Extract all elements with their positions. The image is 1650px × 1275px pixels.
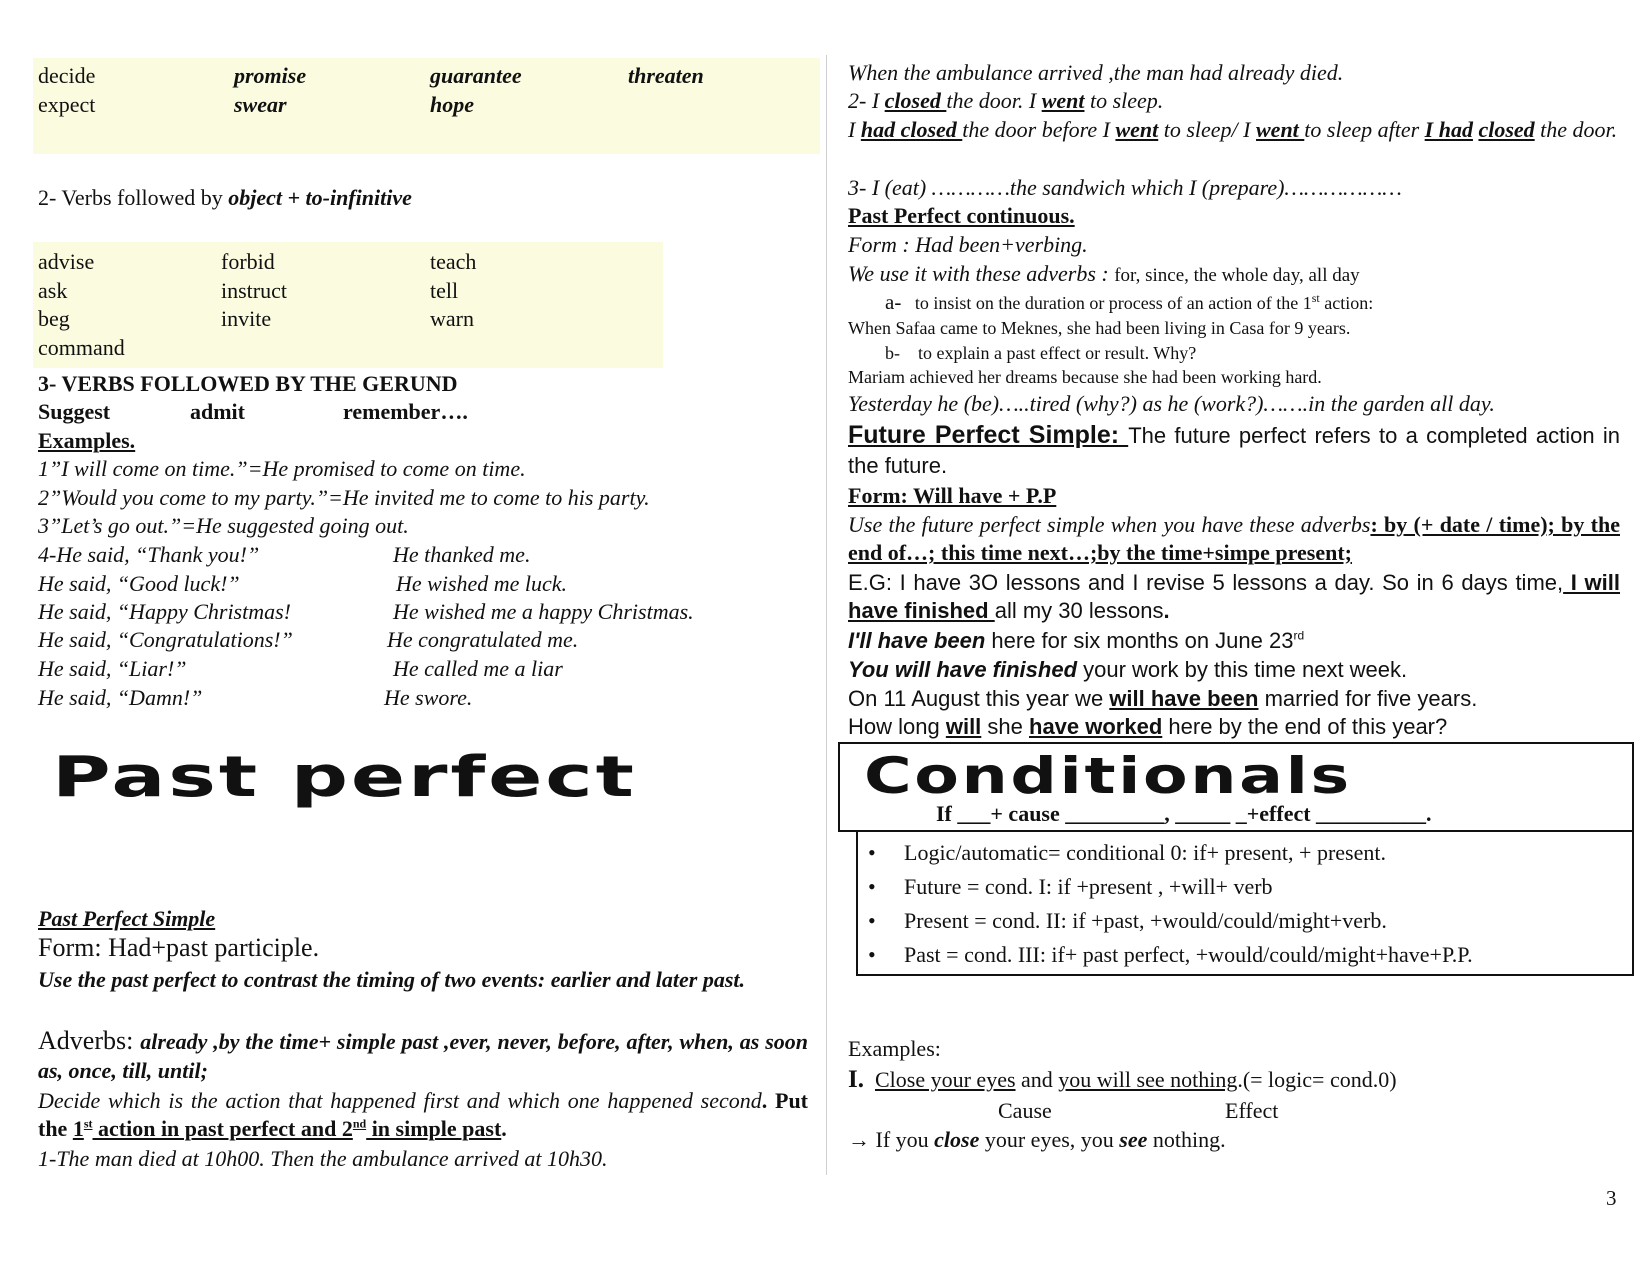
conditional-1: • Future = cond. I: if +present , +will+ verb bbox=[904, 873, 1273, 901]
verb-threaten: threaten bbox=[628, 63, 704, 88]
past-perfect-form: Form: Had+past participle. bbox=[38, 933, 320, 962]
ppc-example-a: When Safaa came to Meknes, she had been living in Casa for 9 years. bbox=[848, 318, 1351, 338]
past-perfect-adverbs: Adverbs: already ,by the time+ simple past ,ever, never, before, after, when, as soon as, once, till, until; bbox=[38, 1026, 808, 1083]
fps-eg: E.G: I have 3O lessons and I revise 5 lessons a day. So in 6 days time, I will have finished all my 30 lessons. bbox=[848, 570, 1620, 623]
said-right-3: He wished me a happy Christmas. bbox=[393, 599, 694, 624]
column-divider bbox=[826, 55, 827, 1175]
past-perfect-title: Past perfect bbox=[52, 745, 637, 810]
conditionals-formula: If ___+ cause _________, _____ _+effect __________. bbox=[936, 801, 1432, 826]
verb-teach: teach bbox=[430, 249, 477, 274]
verb-guarantee: guarantee bbox=[430, 63, 522, 88]
verb-beg: beg bbox=[38, 306, 70, 331]
verb-tell: tell bbox=[430, 278, 459, 303]
said-left-4: He said, “Congratulations!” bbox=[38, 627, 293, 652]
said-left-1: 4-He said, “Thank you!” bbox=[38, 542, 260, 567]
past-perfect-use: Use the past perfect to contrast the timing of two events: earlier and later past. bbox=[38, 967, 746, 992]
examples-title: Examples. bbox=[38, 428, 136, 453]
verb-instruct: instruct bbox=[221, 278, 287, 303]
ppc-yesterday: Yesterday he (be)…..tired (why?) as he (work?)…….in the garden all day. bbox=[848, 391, 1495, 416]
said-left-2: He said, “Good luck!” bbox=[38, 571, 240, 596]
verb-warn: warn bbox=[430, 306, 474, 331]
conditional-2: • Present = cond. II: if +past, +would/could/might+verb. bbox=[904, 907, 1387, 935]
said-right-2: He wished me luck. bbox=[396, 571, 568, 596]
conditional-0: • Logic/automatic= conditional 0: if+ present, + present. bbox=[904, 839, 1386, 867]
fps-form: Form: Will have + P.P bbox=[848, 483, 1057, 508]
said-right-1: He thanked me. bbox=[393, 542, 531, 567]
said-left-5: He said, “Liar!” bbox=[38, 656, 187, 681]
ppc-example-b: Mariam achieved her dreams because she had been working hard. bbox=[848, 367, 1322, 387]
cause-label: Cause bbox=[998, 1098, 1052, 1123]
verb-hope: hope bbox=[430, 92, 474, 117]
verb-table-2 bbox=[33, 242, 663, 368]
fps-intro: Future Perfect Simple: The future perfect refers to a completed action in the future. bbox=[848, 421, 1621, 478]
gerund-suggest: Suggest bbox=[38, 399, 111, 424]
said-left-6: He said, “Damn!” bbox=[38, 685, 203, 710]
effect-label: Effect bbox=[1225, 1098, 1279, 1123]
fps-line-3: On 11 August this year we will have been married for five years. bbox=[848, 686, 1478, 711]
gerund-admit: admit bbox=[190, 399, 245, 424]
ppc-point-a: a- to insist on the duration or process of an action of the 1st action: bbox=[885, 290, 1374, 314]
past-perfect-instruction: Decide which is the action that happened first and which one happened second. Put the 1st action in past perfect and 2nd in simple past. bbox=[38, 1088, 808, 1141]
verb-expect: expect bbox=[38, 92, 96, 117]
ppc-use: We use it with these adverbs : for, since, the whole day, all day bbox=[848, 261, 1360, 286]
verb-swear: swear bbox=[234, 92, 287, 117]
said-right-6: He swore. bbox=[384, 685, 473, 710]
verb-advise: advise bbox=[38, 249, 95, 274]
example-2-had-closed: I had closed the door before I went to sleep/ I went to sleep after I had closed the door. bbox=[848, 117, 1618, 142]
ppc-form: Form : Had been+verbing. bbox=[848, 232, 1088, 257]
fps-line-1: I'll have been here for six months on June 23rd bbox=[848, 628, 1305, 653]
verb-ask: ask bbox=[38, 278, 68, 303]
gerund-remember: remember…. bbox=[343, 399, 468, 424]
fps-line-4: How long will she have worked here by the end of this year? bbox=[848, 714, 1448, 739]
conditional-3: • Past = cond. III: if+ past perfect, +would/could/might+have+P.P. bbox=[904, 941, 1473, 969]
example-2-closed: 2- I closed the door. I went to sleep. bbox=[848, 88, 1164, 113]
past-perfect-example-1: 1-The man died at 10h00. Then the ambulance arrived at 10h30. bbox=[38, 1146, 608, 1171]
ppc-title: Past Perfect continuous. bbox=[848, 203, 1075, 228]
verb-decide: decide bbox=[38, 63, 96, 88]
conditionals-examples-label: Examples: bbox=[848, 1036, 941, 1061]
page-number: 3 bbox=[1606, 1186, 1617, 1210]
verb-promise: promise bbox=[234, 63, 307, 88]
ambulance-sentence: When the ambulance arrived ,the man had already died. bbox=[848, 60, 1344, 85]
example-2: 2”Would you come to my party.”=He invited me to come to his party. bbox=[38, 485, 650, 510]
section2-heading: 2- Verbs followed by object + to-infinitive bbox=[38, 185, 412, 210]
fps-line-2: You will have finished your work by this time next week. bbox=[848, 657, 1408, 682]
conditionals-arrow-example: → If you close your eyes, you see nothing. bbox=[848, 1127, 1226, 1152]
ppc-point-b: b- to explain a past effect or result. Why? bbox=[885, 343, 1197, 363]
conditionals-example-1: I. Close your eyes and you will see nothing.(= logic= cond.0) bbox=[848, 1066, 1397, 1093]
example-1: 1”I will come on time.”=He promised to come on time. bbox=[38, 456, 526, 481]
said-right-5: He called me a liar bbox=[393, 656, 563, 681]
verb-forbid: forbid bbox=[221, 249, 275, 274]
said-left-3: He said, “Happy Christmas! bbox=[38, 599, 292, 624]
conditionals-title: Conditionals bbox=[864, 747, 1352, 805]
verb-command: command bbox=[38, 335, 125, 360]
fps-use: Use the future perfect simple when you have these adverbs: by (+ date / time); by the end of…; this time next…;by the time+simpe present; bbox=[848, 512, 1620, 565]
example-3-exercise: 3- I (eat) …………the sandwich which I (prepare)……………… bbox=[848, 175, 1402, 200]
past-perfect-simple-title: Past Perfect Simple bbox=[38, 906, 216, 931]
said-right-4: He congratulated me. bbox=[387, 627, 579, 652]
section3-heading: 3- VERBS FOLLOWED BY THE GERUND bbox=[38, 371, 458, 396]
example-3: 3”Let’s go out.”=He suggested going out. bbox=[38, 513, 409, 538]
verb-invite: invite bbox=[221, 306, 272, 331]
